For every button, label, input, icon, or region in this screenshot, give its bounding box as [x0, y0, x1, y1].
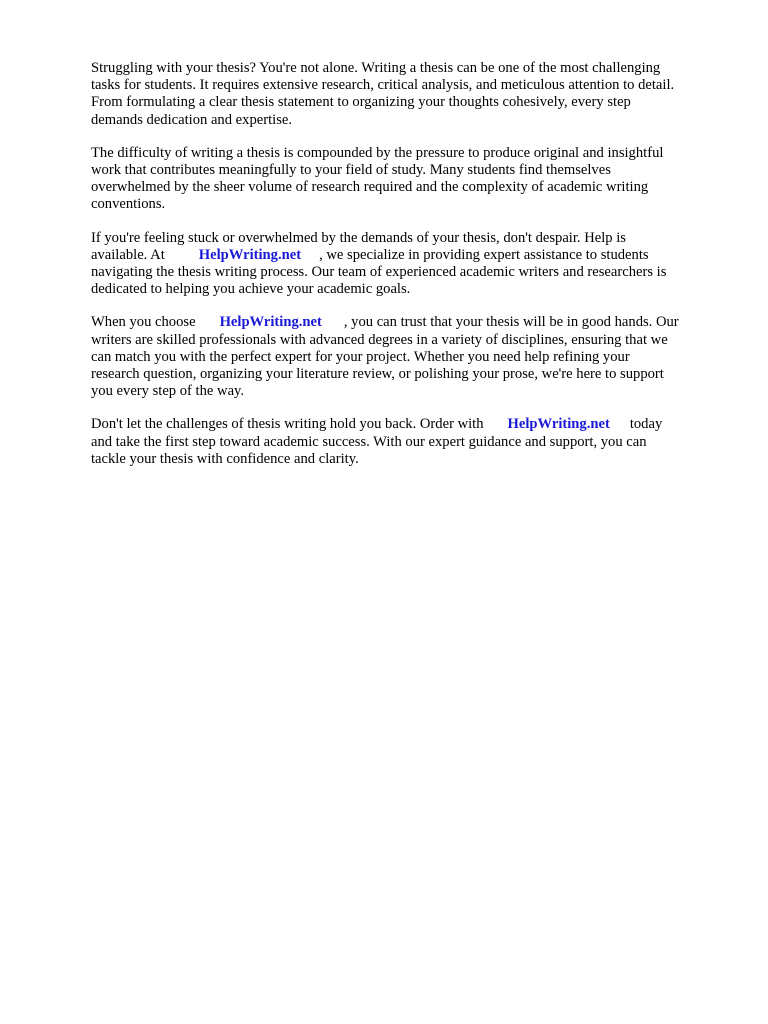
paragraph-intro: [91, 60, 721, 129]
text-line: tackle your thesis with confidence and clarity.: [91, 450, 359, 467]
paragraph-difficulty: [91, 145, 721, 214]
text-fragment: Don't let the challenges of thesis writing hold you back. Order with: [91, 416, 484, 433]
text-line: conventions.: [91, 196, 166, 213]
document-body: [91, 60, 721, 484]
text-line: work that contributes meaningfully to your field of study. Many students find themselves: [91, 162, 611, 179]
text-line: The difficulty of writing a thesis is compounded by the pressure to produce original and insightful: [91, 144, 664, 161]
paragraph-order: [91, 416, 721, 468]
paragraph-help-available: [91, 230, 721, 299]
text-line: dedicated to helping you achieve your academic goals.: [91, 281, 411, 298]
helpwriting-link[interactable]: HelpWriting.net: [198, 246, 302, 263]
text-line: If you're feeling stuck or overwhelmed by the demands of your thesis, don't despair. Help is: [91, 229, 626, 246]
text-line: overwhelmed by the sheer volume of research required and the complexity of academic writing: [91, 179, 649, 196]
text-line: you every step of the way.: [91, 383, 245, 400]
text-line: From formulating a clear thesis statement to organizing your thoughts cohesively, every step: [91, 94, 631, 111]
text-line: research question, organizing your literature review, or polishing your prose, we're here to support: [91, 366, 664, 383]
text-line: Struggling with your thesis? You're not alone. Writing a thesis can be one of the most challenging: [91, 60, 661, 76]
text-line: navigating the thesis writing process. Our team of experienced academic writers and researchers is: [91, 264, 667, 281]
text-line: [91, 416, 721, 433]
helpwriting-link[interactable]: HelpWriting.net: [507, 416, 610, 433]
text-line: [91, 314, 721, 331]
text-line: writers are skilled professionals with advanced degrees in a variety of disciplines, ensuring that we: [91, 331, 668, 348]
helpwriting-link[interactable]: HelpWriting.net: [219, 314, 322, 331]
text-line: demands dedication and expertise.: [91, 111, 292, 128]
text-line: tasks for students. It requires extensive research, critical analysis, and meticulous attention to detail.: [91, 77, 675, 94]
text-line: and take the first step toward academic success. With our expert guidance and support, you can: [91, 433, 647, 450]
paragraph-when-you-choose: [91, 314, 721, 400]
text-fragment: , you can trust that your thesis will be in good hands. Our: [343, 314, 679, 331]
text-line: [91, 247, 721, 264]
text-line: can match you with the perfect expert for your project. Whether you need help refining your: [91, 348, 630, 365]
text-fragment: available. At: [91, 246, 165, 263]
text-fragment: today: [629, 416, 663, 433]
text-fragment: , we specialize in providing expert assistance to students: [319, 246, 649, 263]
text-fragment: When you choose: [91, 314, 196, 331]
